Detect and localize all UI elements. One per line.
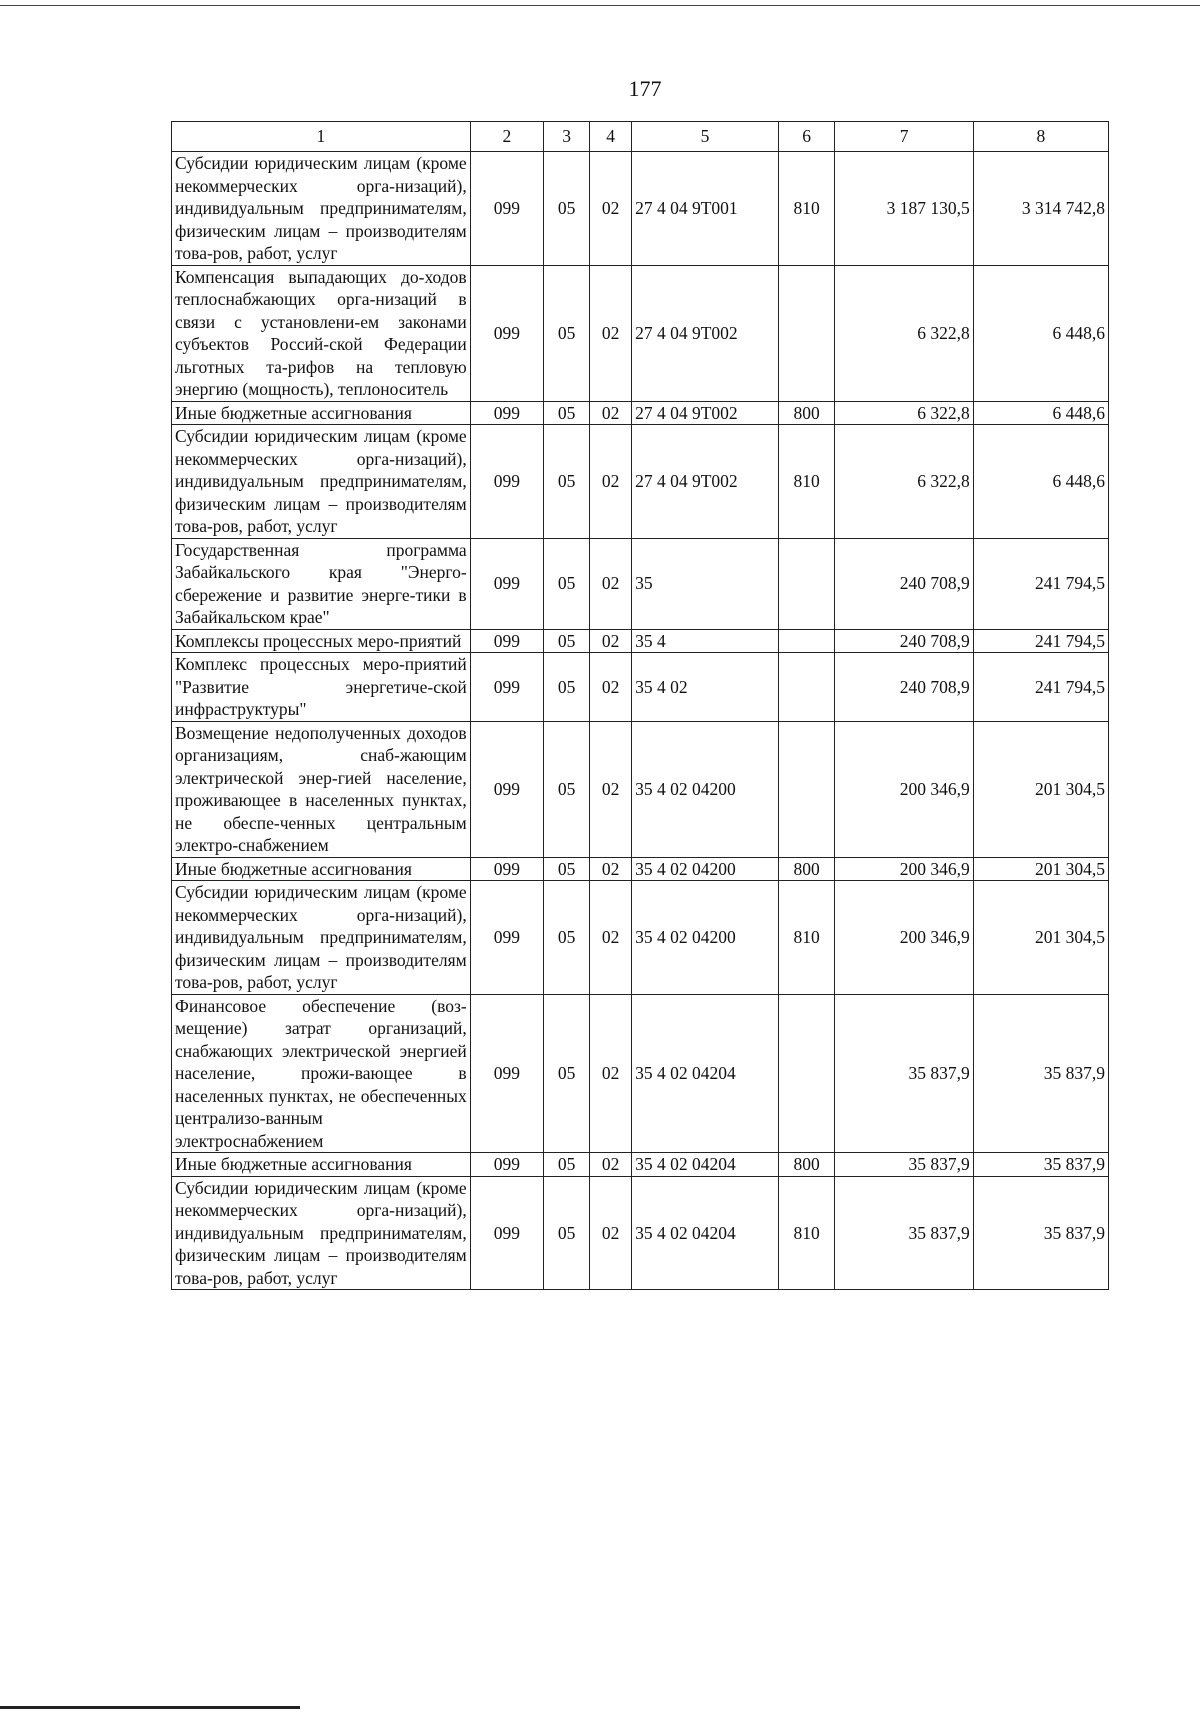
ministry-code-cell: 099 xyxy=(470,1176,543,1290)
table-header-row xyxy=(172,122,1109,152)
column-header: 2 xyxy=(470,122,543,152)
column-header: 5 xyxy=(632,122,779,152)
table-row xyxy=(172,265,1109,401)
section-code-cell: 05 xyxy=(544,857,590,881)
page-number: 177 xyxy=(628,76,662,101)
column-header: 1 xyxy=(172,122,471,152)
target-article-cell: 35 4 02 04200 xyxy=(632,857,779,881)
amount-year2-cell: 35 837,9 xyxy=(973,1153,1108,1177)
item-name-cell: Субсидии юридическим лицам (кроме некоммерческих орга-низаций), индивидуальным предпринимателям, физическим лицам – производителям това-ров, работ, услуг xyxy=(172,425,471,539)
amount-year2-cell: 6 448,6 xyxy=(973,265,1108,401)
expense-type-cell: 800 xyxy=(778,401,835,425)
column-header: 8 xyxy=(973,122,1108,152)
item-name-cell: Субсидии юридическим лицам (кроме некоммерческих орга-низаций), индивидуальным предпринимателям, физическим лицам – производителям това-ров, работ, услуг xyxy=(172,1176,471,1290)
subsection-code-cell: 02 xyxy=(590,152,632,266)
subsection-code-cell: 02 xyxy=(590,425,632,539)
target-article-cell: 35 4 02 xyxy=(632,653,779,722)
expense-type-cell xyxy=(778,538,835,629)
amount-year1-cell: 240 708,9 xyxy=(835,538,973,629)
subsection-code-cell: 02 xyxy=(590,653,632,722)
item-name-cell: Субсидии юридическим лицам (кроме некоммерческих орга-низаций), индивидуальным предпринимателям, физическим лицам – производителям това-ров, работ, услуг xyxy=(172,881,471,995)
amount-year1-cell: 200 346,9 xyxy=(835,857,973,881)
target-article-cell: 35 4 02 04200 xyxy=(632,881,779,995)
item-name-cell: Субсидии юридическим лицам (кроме некоммерческих орга-низаций), индивидуальным предпринимателям, физическим лицам – производителям това-ров, работ, услуг xyxy=(172,152,471,266)
amount-year1-cell: 3 187 130,5 xyxy=(835,152,973,266)
table-row xyxy=(172,538,1109,629)
item-name-cell: Компенсация выпадающих до-ходов теплоснабжающих орга-низаций в связи с установлени-ем законами субъектов Россий-ской Федерации льготных та-рифов на тепловую энергию (мощность), теплоноситель xyxy=(172,265,471,401)
amount-year2-cell: 201 304,5 xyxy=(973,857,1108,881)
subsection-code-cell: 02 xyxy=(590,1176,632,1290)
section-code-cell: 05 xyxy=(544,994,590,1153)
table-row xyxy=(172,1176,1109,1290)
expense-type-cell: 810 xyxy=(778,425,835,539)
expense-type-cell xyxy=(778,629,835,653)
amount-year2-cell: 241 794,5 xyxy=(973,538,1108,629)
ministry-code-cell: 099 xyxy=(470,994,543,1153)
expense-type-cell xyxy=(778,653,835,722)
amount-year2-cell: 6 448,6 xyxy=(973,425,1108,539)
section-code-cell: 05 xyxy=(544,538,590,629)
target-article-cell: 35 4 02 04204 xyxy=(632,1153,779,1177)
expense-type-cell: 810 xyxy=(778,1176,835,1290)
amount-year2-cell: 201 304,5 xyxy=(973,881,1108,995)
ministry-code-cell: 099 xyxy=(470,721,543,857)
amount-year1-cell: 6 322,8 xyxy=(835,265,973,401)
ministry-code-cell: 099 xyxy=(470,629,543,653)
section-code-cell: 05 xyxy=(544,629,590,653)
subsection-code-cell: 02 xyxy=(590,265,632,401)
ministry-code-cell: 099 xyxy=(470,538,543,629)
amount-year1-cell: 6 322,8 xyxy=(835,425,973,539)
column-header: 4 xyxy=(590,122,632,152)
section-code-cell: 05 xyxy=(544,401,590,425)
expense-type-cell xyxy=(778,994,835,1153)
scan-bottom-edge-line xyxy=(0,1706,300,1709)
target-article-cell: 27 4 04 9Т002 xyxy=(632,425,779,539)
target-article-cell: 35 4 02 04200 xyxy=(632,721,779,857)
table-row xyxy=(172,881,1109,995)
table-row xyxy=(172,653,1109,722)
expense-type-cell: 810 xyxy=(778,881,835,995)
column-header: 7 xyxy=(835,122,973,152)
ministry-code-cell: 099 xyxy=(470,857,543,881)
section-code-cell: 05 xyxy=(544,721,590,857)
section-code-cell: 05 xyxy=(544,152,590,266)
budget-table xyxy=(171,121,1109,1290)
scan-top-edge-line xyxy=(0,5,1200,6)
table-row xyxy=(172,857,1109,881)
item-name-cell: Финансовое обеспечение (воз-мещение) затрат организаций, снабжающих электрической энергией население, прожи-вающее в населенных пунктах, не обеспеченных централизо-ванным электроснабжением xyxy=(172,994,471,1153)
section-code-cell: 05 xyxy=(544,425,590,539)
item-name-cell: Комплекс процессных меро-приятий "Развитие энергетиче-ской инфраструктуры" xyxy=(172,653,471,722)
amount-year2-cell: 3 314 742,8 xyxy=(973,152,1108,266)
item-name-cell: Комплексы процессных меро-приятий xyxy=(172,629,471,653)
section-code-cell: 05 xyxy=(544,1176,590,1290)
ministry-code-cell: 099 xyxy=(470,1153,543,1177)
section-code-cell: 05 xyxy=(544,265,590,401)
item-name-cell: Государственная программа Забайкальского края "Энерго-сбережение и развитие энерге-тики в Забайкальском крае" xyxy=(172,538,471,629)
ministry-code-cell: 099 xyxy=(470,881,543,995)
target-article-cell: 27 4 04 9Т002 xyxy=(632,401,779,425)
table-row xyxy=(172,629,1109,653)
subsection-code-cell: 02 xyxy=(590,721,632,857)
item-name-cell: Иные бюджетные ассигнования xyxy=(172,1153,471,1177)
ministry-code-cell: 099 xyxy=(470,401,543,425)
table-row xyxy=(172,1153,1109,1177)
expense-type-cell: 800 xyxy=(778,857,835,881)
column-header: 6 xyxy=(778,122,835,152)
target-article-cell: 35 xyxy=(632,538,779,629)
expense-type-cell xyxy=(778,721,835,857)
amount-year1-cell: 200 346,9 xyxy=(835,881,973,995)
table-row xyxy=(172,401,1109,425)
subsection-code-cell: 02 xyxy=(590,538,632,629)
target-article-cell: 27 4 04 9Т002 xyxy=(632,265,779,401)
column-header: 3 xyxy=(544,122,590,152)
amount-year1-cell: 200 346,9 xyxy=(835,721,973,857)
item-name-cell: Иные бюджетные ассигнования xyxy=(172,857,471,881)
amount-year2-cell: 35 837,9 xyxy=(973,1176,1108,1290)
amount-year2-cell: 241 794,5 xyxy=(973,629,1108,653)
table-row xyxy=(172,152,1109,266)
ministry-code-cell: 099 xyxy=(470,653,543,722)
table-row xyxy=(172,994,1109,1153)
amount-year1-cell: 35 837,9 xyxy=(835,1153,973,1177)
target-article-cell: 27 4 04 9Т001 xyxy=(632,152,779,266)
item-name-cell: Возмещение недополученных доходов организациям, снаб-жающим электрической энер-гией население, проживающее в населенных пунктах, не обеспе-ченных центральным электро-снабжением xyxy=(172,721,471,857)
amount-year1-cell: 35 837,9 xyxy=(835,1176,973,1290)
section-code-cell: 05 xyxy=(544,653,590,722)
table-row xyxy=(172,425,1109,539)
amount-year1-cell: 35 837,9 xyxy=(835,994,973,1153)
expense-type-cell: 810 xyxy=(778,152,835,266)
target-article-cell: 35 4 xyxy=(632,629,779,653)
subsection-code-cell: 02 xyxy=(590,881,632,995)
ministry-code-cell: 099 xyxy=(470,425,543,539)
target-article-cell: 35 4 02 04204 xyxy=(632,1176,779,1290)
ministry-code-cell: 099 xyxy=(470,152,543,266)
table-row xyxy=(172,721,1109,857)
subsection-code-cell: 02 xyxy=(590,994,632,1153)
amount-year2-cell: 6 448,6 xyxy=(973,401,1108,425)
subsection-code-cell: 02 xyxy=(590,629,632,653)
amount-year1-cell: 6 322,8 xyxy=(835,401,973,425)
item-name-cell: Иные бюджетные ассигнования xyxy=(172,401,471,425)
subsection-code-cell: 02 xyxy=(590,857,632,881)
target-article-cell: 35 4 02 04204 xyxy=(632,994,779,1153)
subsection-code-cell: 02 xyxy=(590,401,632,425)
amount-year1-cell: 240 708,9 xyxy=(835,629,973,653)
expense-type-cell: 800 xyxy=(778,1153,835,1177)
subsection-code-cell: 02 xyxy=(590,1153,632,1177)
expense-type-cell xyxy=(778,265,835,401)
section-code-cell: 05 xyxy=(544,1153,590,1177)
amount-year2-cell: 201 304,5 xyxy=(973,721,1108,857)
amount-year2-cell: 35 837,9 xyxy=(973,994,1108,1153)
ministry-code-cell: 099 xyxy=(470,265,543,401)
section-code-cell: 05 xyxy=(544,881,590,995)
amount-year1-cell: 240 708,9 xyxy=(835,653,973,722)
amount-year2-cell: 241 794,5 xyxy=(973,653,1108,722)
